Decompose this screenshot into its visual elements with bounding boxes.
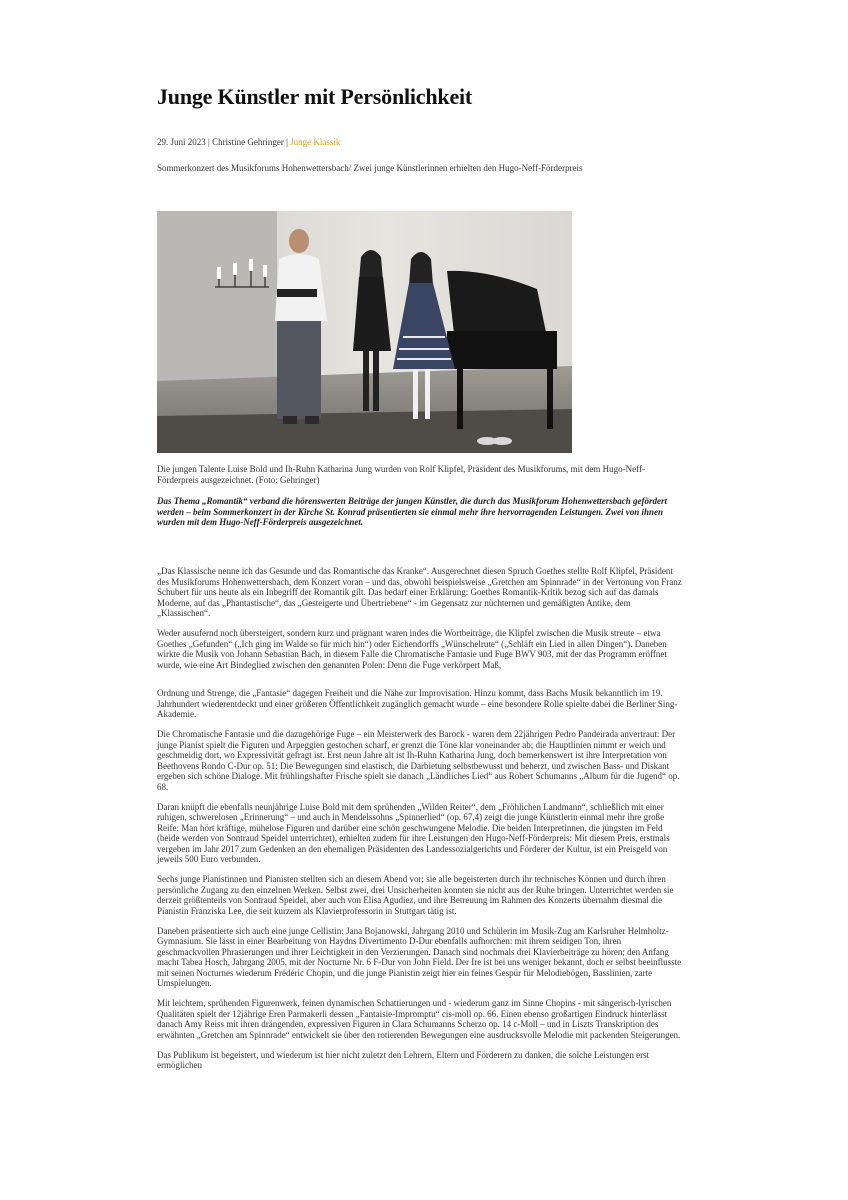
category-link[interactable]: Junge Klassik — [290, 137, 341, 147]
body-paragraph: Mit leichtem, sprühenden Figurenwerk, feinen dynamischen Schattierungen und - wiederum ganz im Sinne Chopins - mit sängerisch-lyrischen Qualitäten spielt der 12jährige Eren Parmakerli dessen „Fantaisie-Impromptu“ cis-moll op. 66. Einen ebenso großartigen Eindruck hinterlässt danach Amy Reiss mit ihren drängenden, expressiven Figuren in Clara Schumanns Scherzo op. 14 c-Moll – und in Liszts Transkription des erwähnten „Gretchen am Spinnrade“ entwickelt sie über den rotierenden Bewegungen eine ausdrucksvolle Melodie mit packenden Steigerungen. — [157, 998, 681, 1040]
article-date: 29. Juni 2023 — [157, 137, 206, 147]
body-paragraph: Daran knüpft die ebenfalls neunjährige Luise Bold mit dem sprühenden „Wilden Reiter“, dem „Fröhlichen Landmann“, schließlich mit einer ruhigen, schwerelosen „Erinnerung“ – und auch in Mendelssohns „Spinnerlied“ (op. 67,4) zeigt die junge Künstlerin einmal mehr ihre große Reife: Man hört kräftige, mühelose Figuren und darüber eine schön geschwungene Melodie. Die beiden Interpretinnen, die jüngsten im Feld (beide werden von Sontraud Speidel unterrichtet), erhielten zudem für ihre Leistungen den Hugo-Neff-Förderpreis: Mit diesem Preis, erstmals vergeben im Jahr 2017 zum Gedenken an den ehemaligen Präsidenten des Landessozialgerichts und Förderer der Kultur, ist ein Preisgeld von jeweils 500 Euro verbunden. — [157, 801, 670, 864]
article-meta — [157, 137, 683, 147]
article-body — [157, 566, 683, 1080]
body-paragraph: Das Publikum ist begeistert, und wiederum ist hier nicht zuletzt den Lehrern, Eltern und Förderern zu danken, die solche Leistungen erst ermöglichen — [157, 1049, 650, 1070]
meta-separator: | — [205, 137, 213, 147]
body-paragraph: Daneben präsentierte sich auch eine junge Cellistin: Jana Bojanowski, Jahrgang 2010 und Schülerin im Musik-Zug am Karlsruher Helmholtz-Gymnasium. Sie lässt in einer Bearbeitung von Haydns Divertimento D-Dur ebenfalls aufhorchen: mit ihrem seidigen Ton, ihren geschmackvollen Phrasierungen und ihrer Leichtigkeit in den Verzierungen. Danach sind nochmals drei Klavierbeiträge zu hören; den Anfang macht Tabea Hosch, Jahrgang 2005, mit der Nocturne Nr. 6 F-Dur von John Field. Der Ire ist bei uns weniger bekannt, doch er selbst beeinflusste mit seinen Nocturnes wiederum Frédéric Chopin, und die junge Pianistin zeigt hier ein feines Gespür für Melodiebögen, Basslinien, zarte Umspielungen. — [157, 925, 682, 988]
body-paragraph: „Das Klassische nenne ich das Gesunde und das Romantische das Kranke“. Ausgerechnet diesen Spruch Goethes stellte Rolf Klipfel, Präsident des Musikforums Hohenwettersbach, dem Konzert voran – und das, obwohl beispielsweise „Gretchen am Spinnrade“ in der Vertonung von Franz Schubert für uns heute als ein Inbegriff der Romantik gilt. Das bedarf einer Erklärung: Goethes Romantik-Kritik bezog sich auf das damals Moderne, auf das „Phantastische“, das „Gesteigerte und Übertriebene“ - im Gegensatz zur nüchternen und gemäßigten Antike, dem „Klassischen“. — [157, 566, 682, 618]
article — [157, 84, 683, 1070]
image-caption: Die jungen Talente Luise Bold und Ih-Ruhn Katharina Jung wurden von Rolf Klipfel, Präsident des Musikforums, mit dem Hugo-Neff-Förderpreis ausgezeichnet. (Foto: Gehringer) — [157, 464, 645, 485]
concert-photo-illustration — [157, 211, 572, 453]
article-author: Christine Gehringer — [212, 137, 284, 147]
body-paragraph: Ordnung und Strenge, die „Fantasie“ dagegen Freiheit und die Nähe zur Improvisation. Hinzu kommt, dass Bachs Musik bekanntlich im 19. Jahrhundert wiederentdeckt und einer größeren Öffentlichkeit zugänglich gemacht wurde – eine besondere Rolle spielte dabei die Berliner Sing-Akademie. — [157, 688, 678, 719]
body-paragraph: Weder ausufernd noch übersteigert, sondern kurz und prägnant waren indes die Wortbeiträge, die Klipfel zwischen die Musik streute – etwa Goethes „Gefunden“ („Ich ging im Walde so für mich hin“) oder Eichendorffs „Wünschelrute“ („Schläft ein Lied in allen Dingen“). Daneben wirkte die Musik von Johann Sebastian Bach, in diesem Falle die Chromatische Fantasie und Fuge BWV 903, mit der das Programm eröffnet wurde, wie eine Art Bindeglied zwischen den genannten Polen: Denn die Fuge verkörpert Maß, — [157, 628, 667, 670]
body-paragraph: Sechs junge Pianistinnen und Pianisten stellten sich an diesem Abend vor; sie alle begeisterten durch ihr technisches Können und durch ihren persönliche Zugang zu den einzelnen Werken. Selbst zwei, drei Unsicherheiten konnten sie nicht aus der Ruhe bringen. Unterrichtet werden sie derzeit größtenteils von Sontraud Speidel, aber auch von Elisa Agudiez, und ihre Betreuung im Rahmen des Konzerts übernahm diesmal die Pianistin Franziska Lee, die seit kurzem als Klavierprofessorin in Stuttgart tätig ist. — [157, 874, 674, 916]
meta-separator: | — [283, 137, 291, 147]
article-lead: Das Thema „Romantik“ verband die hörenswerten Beiträge der jungen Künstler, die durch das Musikforum Hohenwettersbach gefördert werden – beim Sommerkonzert in der Kirche St. Konrad präsentierten sie einmal mehr ihre hervorragenden Leistungen. Zwei von ihnen wurden mit dem Hugo-Neff-Förderpreis ausgezeichnet. — [157, 496, 668, 527]
article-title: Junge Künstler mit Persönlichkeit — [157, 84, 473, 109]
article-subheadline: Sommerkonzert des Musikforums Hohenwettersbach/ Zwei junge Künstlerinnen erhielten den Hugo-Neff-Förderpreis — [157, 163, 583, 173]
body-paragraph: Die Chromatische Fantasie und die dazugehörige Fuge – ein Meisterwerk des Barock - waren dem 22jährigen Pedro Pandeirada anvertraut: Der junge Pianist spielt die Figuren und Arpeggien gestochen scharf, er grenzt die Töne klar voneinander ab; die Hauptlinien nimmt er weich und geschmeidig dort, wo Expressivität gefragt ist. Erst neun Jahre alt ist Ih-Ruhn Katharina Jung, doch bemerkenswert ist ihre Interpretation von Beethovens Rondo C-Dur op. 51: Die Bewegungen sind elastisch, die Darbietung selbstbewusst und beherzt, und zwischen Bass- und Diskant ergeben sich schöne Dialoge. Mit frühlingshafter Frische spielt sie danach „Ländliches Lied“ aus Robert Schumanns „Album für die Jugend“ op. 68. — [157, 729, 680, 792]
article-photo — [157, 211, 572, 453]
